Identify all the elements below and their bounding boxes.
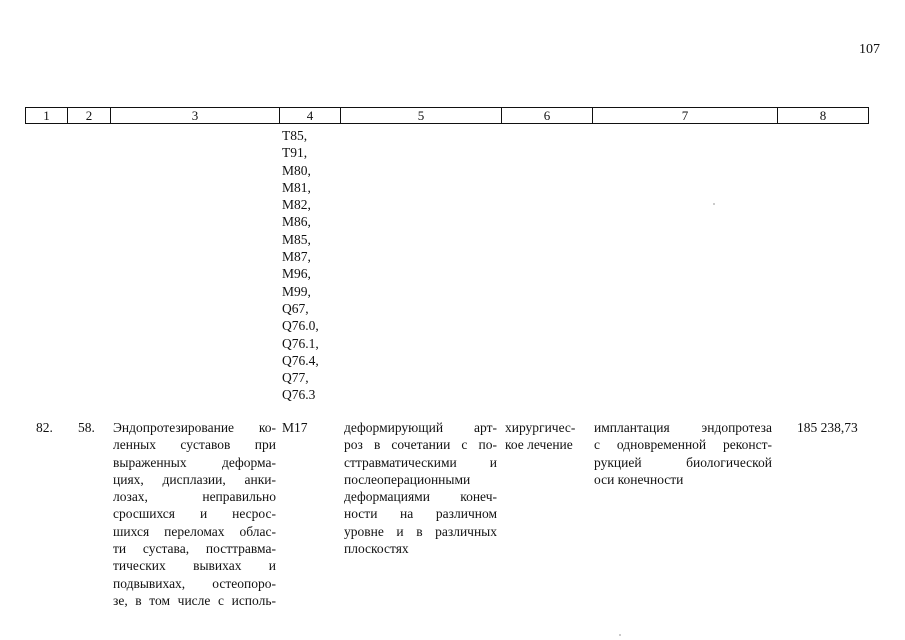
procedure-name-line: выраженных деформа- bbox=[113, 454, 276, 470]
treatment-method-line: рукцией биологической bbox=[594, 454, 772, 470]
diagnosis-code: Q77, bbox=[282, 370, 309, 386]
treatment-type bbox=[505, 419, 581, 454]
patient-model-line: ности на различном bbox=[344, 506, 497, 522]
diagnosis-code: M87, bbox=[282, 249, 311, 265]
treatment-method bbox=[594, 419, 772, 488]
treatment-type-line: хирургичес- bbox=[505, 420, 576, 435]
patient-model-line: деформациями конеч- bbox=[344, 489, 497, 505]
diagnosis-code: M99, bbox=[282, 283, 311, 299]
column-header-5: 5 bbox=[341, 108, 502, 124]
diagnosis-code: M86, bbox=[282, 214, 311, 230]
patient-model-line: плоскостях bbox=[344, 541, 409, 557]
scan-speck bbox=[713, 203, 715, 205]
column-header-row bbox=[25, 107, 868, 124]
patient-model bbox=[344, 419, 497, 557]
diagnosis-code-cell: M17 bbox=[282, 420, 308, 435]
page-number: 107 bbox=[859, 42, 880, 57]
diagnosis-code: T91, bbox=[282, 145, 308, 161]
row-number: 82. bbox=[36, 420, 53, 435]
procedure-name bbox=[113, 419, 276, 609]
column-header-6: 6 bbox=[502, 108, 593, 124]
diagnosis-code: M80, bbox=[282, 162, 311, 178]
diagnosis-code: M82, bbox=[282, 197, 311, 213]
column-header-8: 8 bbox=[778, 108, 869, 124]
patient-model-line: роз в сочетании с по- bbox=[344, 437, 497, 453]
procedure-name-line: шихся переломах облас- bbox=[113, 523, 276, 539]
procedure-name-line: Эндопротезирование ко- bbox=[113, 420, 276, 435]
diagnosis-code: Q76.1, bbox=[282, 335, 319, 351]
procedure-name-line: зе, в том числе с исполь- bbox=[113, 592, 276, 608]
treatment-method-line: имплантация эндопротеза bbox=[594, 420, 772, 435]
procedure-name-line: тических вывихах и bbox=[113, 558, 276, 574]
continued-diagnosis-codes bbox=[282, 127, 319, 404]
column-header-4: 4 bbox=[280, 108, 341, 124]
diagnosis-code: M96, bbox=[282, 266, 311, 282]
procedure-name-line: циях, дисплазии, анки- bbox=[113, 471, 276, 487]
procedure-name-line: сросшихся и несрос- bbox=[113, 506, 276, 522]
treatment-type-line: кое лечение bbox=[505, 437, 573, 453]
patient-model-line: сттравматическими и bbox=[344, 454, 497, 470]
cost-value: 185 238,73 bbox=[797, 420, 858, 435]
column-header-2: 2 bbox=[68, 108, 111, 124]
procedure-name-line: ти сустава, посттравма- bbox=[113, 541, 276, 557]
procedure-name-line: лозах, неправильно bbox=[113, 489, 276, 505]
procedure-name-line: подвывихах, остеопоро- bbox=[113, 575, 276, 591]
column-header-1: 1 bbox=[26, 108, 68, 124]
treatment-method-line: с одновременной реконст- bbox=[594, 437, 772, 453]
diagnosis-code: T85, bbox=[282, 128, 308, 143]
column-header-3: 3 bbox=[111, 108, 280, 124]
patient-model-line: деформирующий арт- bbox=[344, 420, 497, 435]
treatment-method-line: оси конечности bbox=[594, 471, 684, 487]
diagnosis-code: Q76.4, bbox=[282, 352, 319, 368]
column-header-7: 7 bbox=[593, 108, 778, 124]
procedure-name-line: ленных суставов при bbox=[113, 437, 276, 453]
diagnosis-code: Q76.0, bbox=[282, 318, 319, 334]
patient-model-line: уровне и в различных bbox=[344, 523, 497, 539]
group-number: 58. bbox=[78, 420, 95, 435]
diagnosis-code: Q67, bbox=[282, 300, 309, 316]
diagnosis-code: M85, bbox=[282, 231, 311, 247]
diagnosis-code: M81, bbox=[282, 179, 311, 195]
scan-speck bbox=[619, 634, 621, 636]
diagnosis-code: Q76.3 bbox=[282, 387, 316, 403]
patient-model-line: послеоперационными bbox=[344, 471, 471, 487]
